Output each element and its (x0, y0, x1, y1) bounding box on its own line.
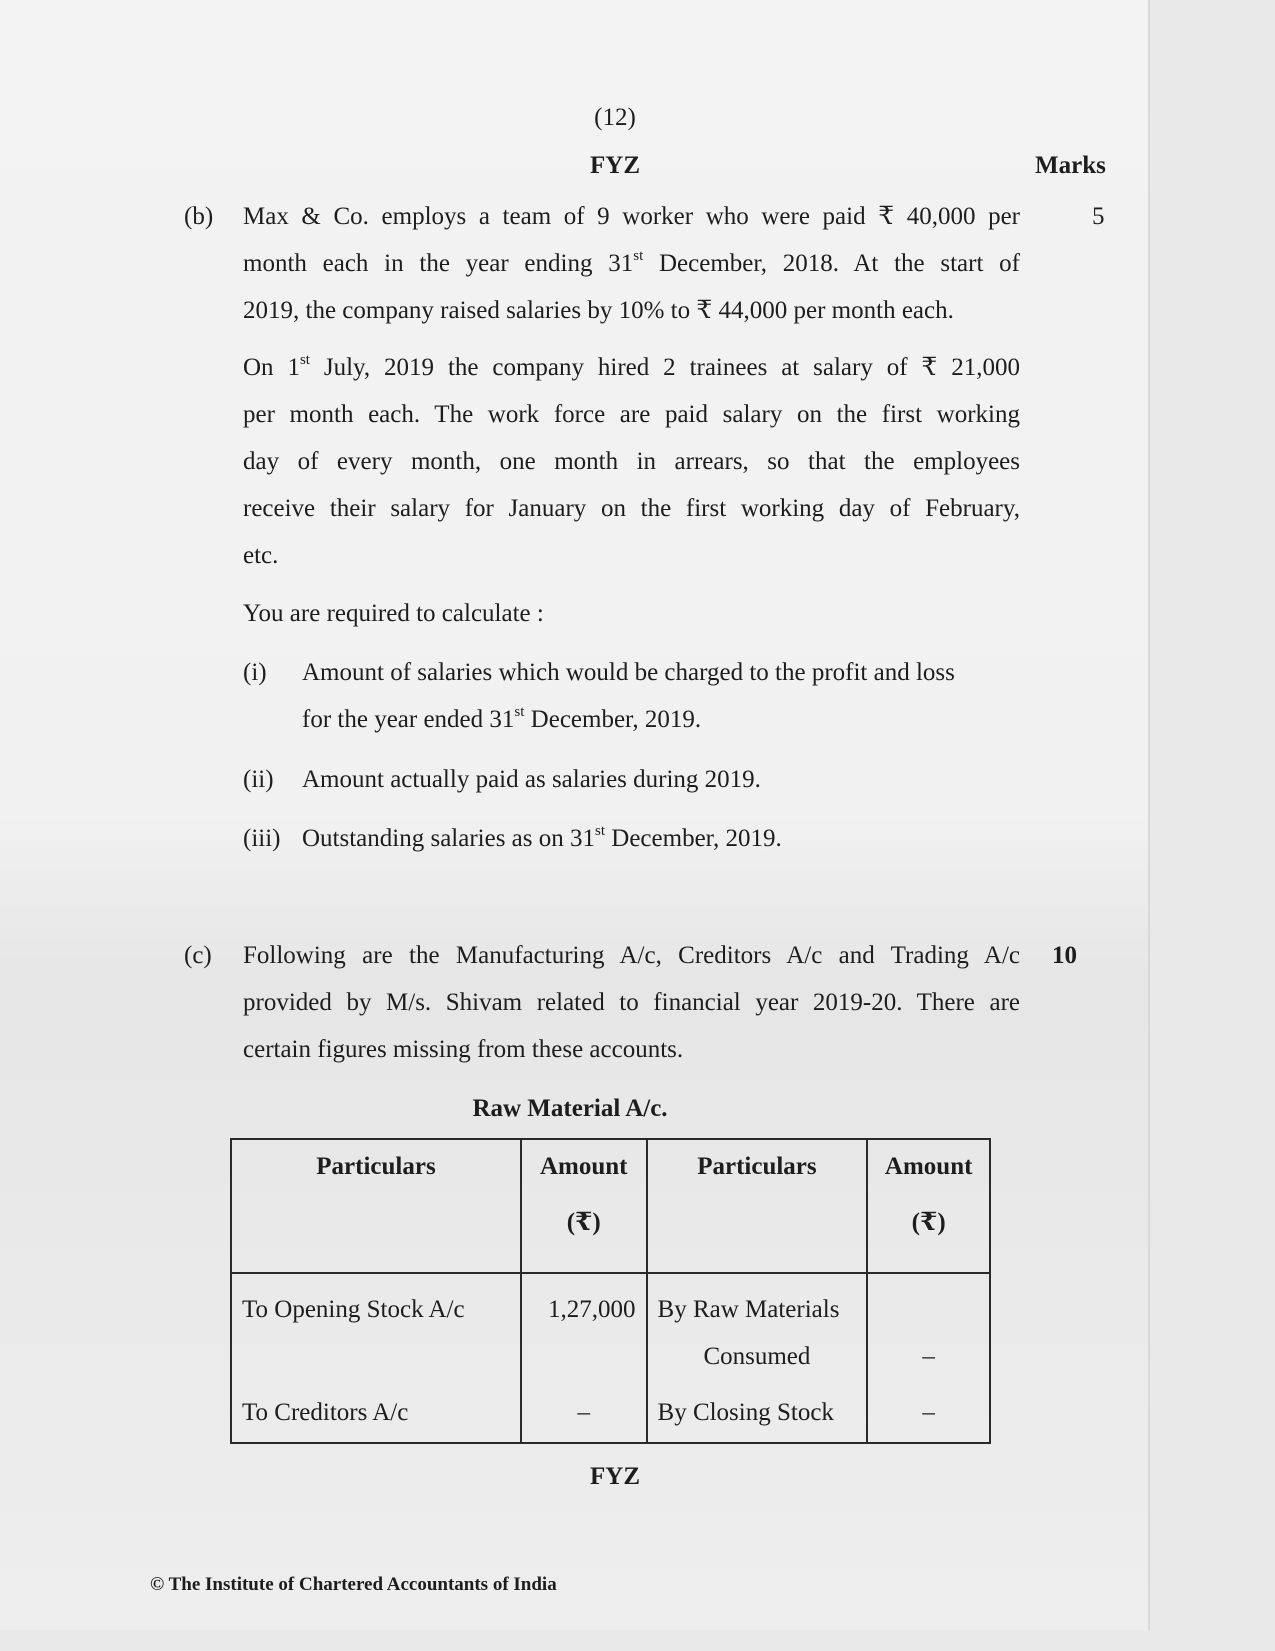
text-line: 2019, the company raised salaries by 10% to ₹ 44,000 per month each. (243, 297, 954, 324)
item-number: (ii) (243, 766, 274, 793)
question-c-paragraph (243, 932, 1020, 1073)
question-b-label: (b) (184, 203, 214, 230)
paper-code-top: FYZ (590, 152, 640, 179)
table-row (231, 1380, 990, 1443)
table-header-row (231, 1139, 990, 1273)
marks-heading: Marks (1035, 152, 1106, 179)
page-number: (12) (594, 104, 636, 131)
amount-cell: – (867, 1273, 990, 1380)
table-row (231, 1273, 990, 1380)
item-number: (i) (243, 659, 267, 686)
column-header: Amount (₹) (867, 1139, 990, 1273)
question-c-marks: 10 (1052, 942, 1077, 969)
item-text: Amount of salaries which would be charged to the profit and loss for the year ended 31st December, 2019. (302, 659, 955, 733)
item-number: (iii) (243, 825, 281, 852)
question-b-marks: 5 (1092, 203, 1105, 230)
amount-cell: 1,27,000 (521, 1273, 647, 1380)
question-b-paragraph-1 (243, 193, 1020, 334)
amount-cell: – (521, 1380, 647, 1443)
question-c-label: (c) (184, 942, 212, 969)
text-line: Max & Co. employs a team of 9 worker who were paid ₹ 40,000 per (243, 203, 1020, 230)
item-text: Amount actually paid as salaries during 2019. (302, 766, 761, 793)
text-line: per month each. The work force are paid salary on the first working (243, 401, 1020, 428)
column-header: Particulars (231, 1139, 521, 1273)
text-line: certain figures missing from these accounts. (243, 1036, 684, 1063)
copyright-notice: © The Institute of Chartered Accountants of India (150, 1574, 557, 1595)
text-line: day of every month, one month in arrears, so that the employees (243, 448, 1020, 475)
paper-code-bottom: FYZ (590, 1463, 640, 1490)
text-line: provided by M/s. Shivam related to financial year 2019-20. There are (243, 989, 1020, 1016)
text-line: receive their salary for January on the first working day of February, (243, 495, 1020, 522)
amount-cell: – (867, 1380, 990, 1443)
text-line: Following are the Manufacturing A/c, Creditors A/c and Trading A/c (243, 942, 1020, 969)
particulars-cell: To Opening Stock A/c (231, 1273, 521, 1380)
column-header: Particulars (647, 1139, 868, 1273)
particulars-cell: By Raw Materials Consumed (647, 1273, 868, 1380)
raw-material-account-table (230, 1138, 991, 1444)
particulars-cell: To Creditors A/c (231, 1380, 521, 1443)
question-b-paragraph-2 (243, 344, 1020, 579)
text-line: etc. (243, 542, 279, 569)
text-line: month each in the year ending 31st December, 2018. At the start of (243, 247, 1020, 277)
table-title: Raw Material A/c. (472, 1095, 668, 1122)
item-text: Outstanding salaries as on 31st December, 2019. (302, 822, 782, 852)
column-header: Amount (₹) (521, 1139, 647, 1273)
text-line: On 1st July, 2019 the company hired 2 trainees at salary of ₹ 21,000 (243, 351, 1020, 381)
question-b-instruction: You are required to calculate : (243, 600, 544, 627)
particulars-cell: By Closing Stock (647, 1380, 868, 1443)
